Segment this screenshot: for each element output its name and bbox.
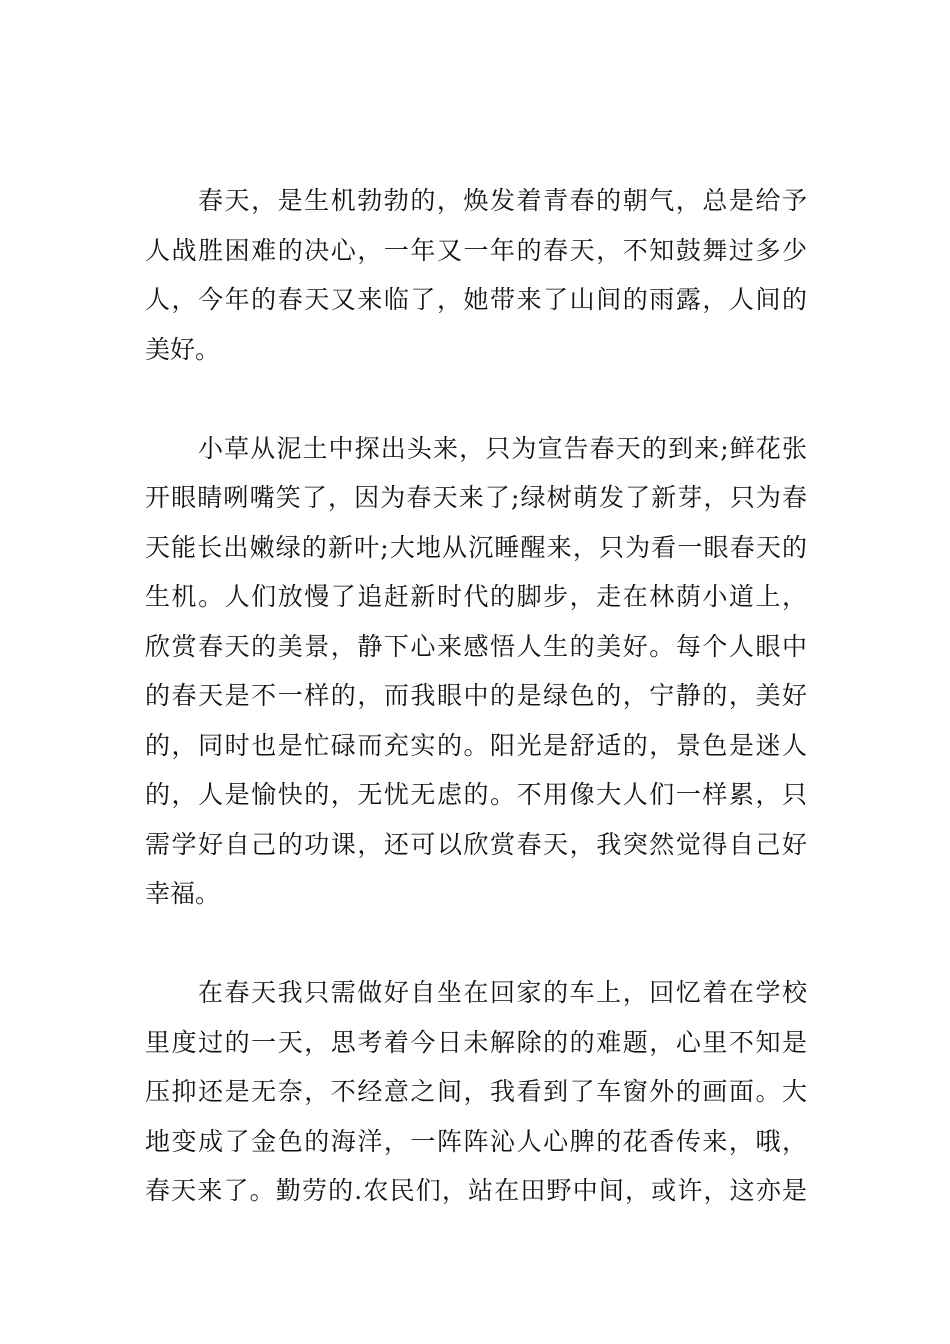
text-line: 人，今年的春天又来临了，她带来了山间的雨露，人间的 — [145, 285, 807, 314]
text-line: 的，人是愉快的，无忧无虑的。不用像大人们一样累，只 — [145, 780, 807, 809]
paragraph-3 — [145, 968, 807, 1216]
document-body — [145, 176, 807, 1265]
text-line: 的，同时也是忙碌而充实的。阳光是舒适的，景色是迷人 — [145, 730, 807, 760]
text-line: 幸福。 — [145, 879, 221, 908]
text-line: 人战胜困难的决心，一年又一年的春天，不知鼓舞过多少 — [145, 235, 807, 265]
text-line: 在春天我只需做好自坐在回家的车上，回忆着在学校 — [198, 978, 807, 1007]
text-line: 生机。人们放慢了追赶新时代的脚步，走在林荫小道上， — [145, 582, 807, 611]
text-line: 小草从泥土中探出头来，只为宣告春天的到来;鲜花张 — [198, 433, 807, 463]
text-line: 里度过的一天，思考着今日未解除的的难题，心里不知是 — [145, 1027, 807, 1057]
text-line: 美好。 — [145, 334, 221, 364]
text-line: 地变成了金色的海洋，一阵阵沁人心脾的花香传来，哦， — [145, 1126, 807, 1156]
text-line: 春天，是生机勃勃的，焕发着青春的朝气，总是给予 — [198, 186, 807, 215]
text-line: 天能长出嫩绿的新叶;大地从沉睡醒来，只为看一眼春天的 — [145, 532, 807, 562]
paragraph-2 — [145, 424, 807, 919]
text-line: 压抑还是无奈，不经意之间，我看到了车窗外的画面。大 — [145, 1077, 807, 1106]
text-line: 春天来了。勤劳的.农民们，站在田野中间，或许，这亦是 — [145, 1176, 807, 1205]
paragraph-1 — [145, 176, 807, 374]
text-line: 需学好自己的功课，还可以欣赏春天，我突然觉得自己好 — [145, 829, 807, 859]
text-line: 欣赏春天的美景，静下心来感悟人生的美好。每个人眼中 — [145, 631, 807, 661]
text-line: 开眼睛咧嘴笑了，因为春天来了;绿树萌发了新芽，只为春 — [145, 483, 807, 512]
text-line: 的春天是不一样的，而我眼中的是绿色的，宁静的，美好 — [145, 681, 807, 710]
